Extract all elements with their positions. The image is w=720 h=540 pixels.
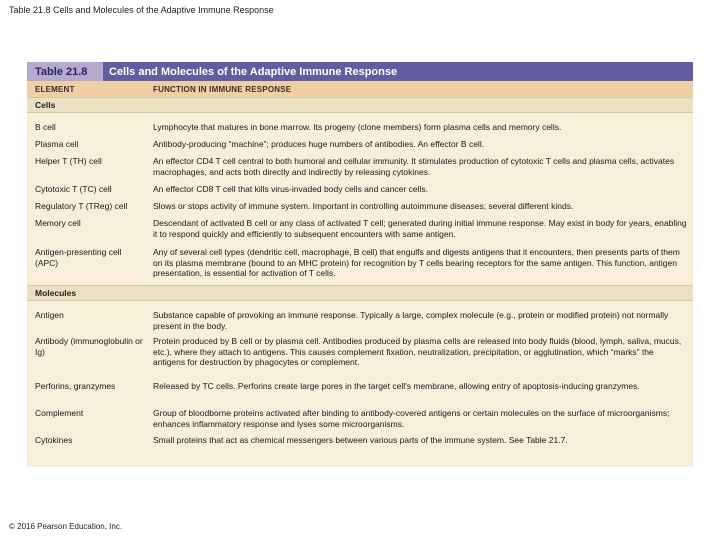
column-header-function: FUNCTION IN IMMUNE RESPONSE xyxy=(153,84,292,94)
row-function: An effector CD8 T cell that kills virus-invaded body cells and cancer cells. xyxy=(153,184,428,194)
row-element: Cytotoxic T (TC) cell xyxy=(35,184,112,194)
row-function: Protein produced by B cell or by plasma cell. Antibodies produced by plasma cells are released into body fluids (blood, lymph, saliva, mucus, etc.), where they attach to antigens. This causes complement fixation, neutralization, precipitation, or agglutination, which “marks” the antigens for destruction by phagocytes or complement. xyxy=(153,336,682,367)
table-row xyxy=(27,408,693,435)
row-function: Antibody-producing “machine”; produces huge numbers of antibodies. An effector B cell. xyxy=(153,139,485,149)
row-function: An effector CD4 T cell central to both humoral and cellular immunity. It stimulates production of cytotoxic T cells and plasma cells, activates macrophages, and acts both directly and indirectly by releasing cytokines. xyxy=(153,156,675,177)
row-function: Any of several cell types (dendritic cell, macrophage, B cell) that engulfs and digests antigens that it encounters, then presents parts of them on its plasma membrane (bound to an MHC protein) for recognition by T cells bearing receptors for the same antigen. This function, antigen presentation, is essential for activation of T cells. xyxy=(153,247,680,278)
table-row xyxy=(27,381,693,408)
row-element: Regulatory T (TReg) cell xyxy=(35,201,128,211)
section-heading-molecules: Molecules xyxy=(27,285,693,301)
table-number: Table 21.8 xyxy=(27,62,103,81)
row-element: B cell xyxy=(35,122,56,132)
table-row xyxy=(27,435,693,452)
column-headers xyxy=(27,81,693,97)
row-function: Substance capable of provoking an immune response. Typically a large, complex molecule (e.g., protein or modified protein) not normally present in the body. xyxy=(153,310,669,331)
row-element: Memory cell xyxy=(35,218,81,228)
table-row xyxy=(27,184,693,201)
section-heading-cells: Cells xyxy=(27,97,693,113)
row-function: Descendant of activated B cell or any class of activated T cell; generated during initial immune response. May exist in body for years, enabling it to respond quickly and efficiently to subsequent encounters with same antigen. xyxy=(153,218,687,239)
immune-table xyxy=(27,62,693,467)
table-row xyxy=(27,139,693,156)
row-function: Slows or stops activity of immune system. Important in controlling autoimmune diseases; several different kinds. xyxy=(153,201,574,211)
table-header xyxy=(27,62,693,81)
row-element: Antibody (immunoglobulin or Ig) xyxy=(35,336,143,357)
row-element: Antigen-presenting cell (APC) xyxy=(35,247,122,268)
column-header-element: ELEMENT xyxy=(35,84,75,94)
row-element: Complement xyxy=(35,408,84,418)
row-function: Released by TC cells. Perforins create large pores in the target cell's membrane, allowing entry of apoptosis-inducing granzymes. xyxy=(153,381,640,391)
row-element: Perforins, granzymes xyxy=(35,381,116,391)
table-row xyxy=(27,218,693,247)
row-element: Helper T (TH) cell xyxy=(35,156,102,166)
table-row xyxy=(27,336,693,381)
table-row xyxy=(27,247,693,285)
row-element: Cytokines xyxy=(35,435,73,445)
table-row xyxy=(27,156,693,184)
slide-title: Table 21.8 Cells and Molecules of the Adaptive Immune Response xyxy=(9,5,274,15)
row-function: Lymphocyte that matures in bone marrow. Its progeny (clone members) form plasma cells and memory cells. xyxy=(153,122,562,132)
row-function: Small proteins that act as chemical messengers between various parts of the immune system. See Table 21.7. xyxy=(153,435,568,445)
copyright-notice: © 2016 Pearson Education, Inc. xyxy=(9,522,123,531)
row-element: Antigen xyxy=(35,310,64,320)
table-name: Cells and Molecules of the Adaptive Immune Response xyxy=(103,62,693,81)
table-row xyxy=(27,122,693,139)
row-element: Plasma cell xyxy=(35,139,79,149)
table-row xyxy=(27,201,693,218)
row-function: Group of bloodborne proteins activated after binding to antibody-covered antigens or certain molecules on the surface of microorganisms; enhances inflammatory response and lyses some microorganisms. xyxy=(153,408,670,429)
table-row xyxy=(27,310,693,336)
